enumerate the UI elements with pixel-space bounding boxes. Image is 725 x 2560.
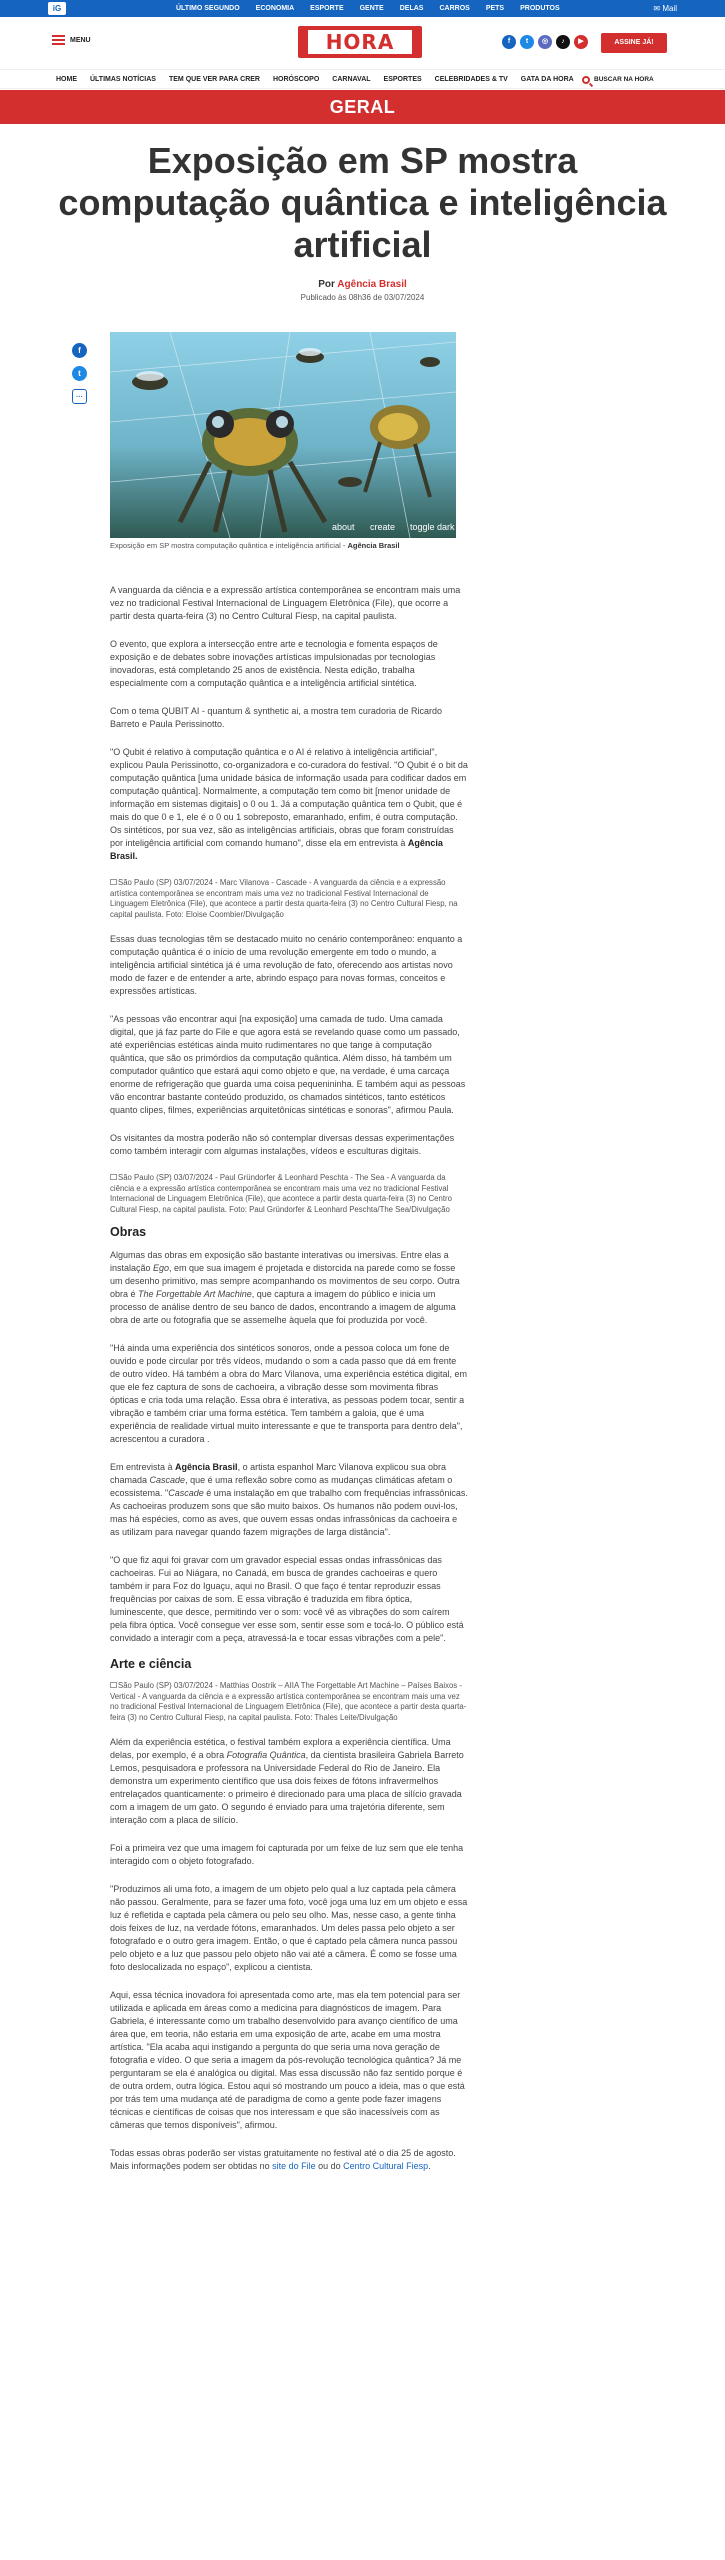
comments-icon[interactable]: ··· — [72, 389, 87, 404]
author-link[interactable]: Agência Brasil — [337, 279, 407, 290]
paragraph: Foi a primeira vez que uma imagem foi capturada por um feixe de luz sem que ele tenha interagido com o objeto fotografado. — [110, 1843, 464, 1866]
main-nav — [0, 69, 725, 89]
paragraph-bold: Agência Brasil. — [110, 838, 443, 861]
paragraph-text: , que captura a imagem do público e inicia um processo de análise dentro de seu banco de dados, encontrando a imagem de alguma obra de arte ou fotografia que se assemelhe àquela que foi produzida por você. — [110, 1289, 456, 1325]
menu-label: MENU — [70, 36, 91, 44]
paragraph-text: , em que sua imagem é projetada e distorcida na parede como se fosse um desenho primitivo, mas sempre acompanhando os movimentos de seu corpo. Outra obra é — [110, 1263, 460, 1299]
byline-prefix: Por — [318, 279, 338, 290]
broken-image-icon — [110, 1174, 117, 1180]
share-facebook-icon[interactable]: f — [72, 343, 87, 358]
image-caption — [110, 878, 468, 920]
hero-image — [110, 332, 456, 538]
image-caption — [110, 1681, 468, 1723]
hero-caption-text: Exposição em SP mostra computação quântica e inteligência artificial - — [110, 541, 348, 550]
paragraph: Aqui, essa técnica inovadora foi apresentada como arte, mas ela tem potencial para ser utilizada e aplicada em áreas como a medicina para diagnósticos de imagem. Para Gabriela, é interessante como um trabalho desenvolvido para avanço científico de uma área que, em teoria, não estaria em uma exposição de arte, acabe em uma mostra artística. "Ela acaba aqui instigando a pergunta do que seria uma nova geração de fotografia e vídeo. O que seria a imagem da pós-revolução tecnológica quântica? Já me perguntaram se ela é analógica ou digital. Mas essa discussão não faz sentido porque é de outra ordem, outra lógica. Estou aqui só mostrando um pouco a ideia, mas o que está por trás tem uma mudança até de paradigma de como a gente pode fazer imagens técnicas e científicas de coisas que nos interessam e que são inacessíveis com as câmeras que temos disponíveis", afirmou. — [110, 1990, 465, 2130]
nav-item-carnaval[interactable]: CARNAVAL — [332, 76, 371, 83]
nav-item-tem-que-ver[interactable]: TEM QUE VER PARA CRER — [168, 76, 260, 83]
tiktok-icon[interactable]: ♪ — [556, 35, 570, 49]
search-icon — [582, 76, 590, 84]
paragraph-em: Cascade — [149, 1475, 186, 1485]
nav-item-horoscopo[interactable]: HORÓSCOPO — [273, 76, 320, 83]
portal-link[interactable]: ECONOMIA — [255, 5, 295, 12]
paragraph-text: Além da experiência estética, o festival também explora a experiência científica. Uma delas, por exemplo, é a obra — [110, 1737, 451, 1760]
mail-link[interactable]: ✉ Mail — [653, 4, 677, 13]
hero-overlay-about: about — [332, 522, 355, 532]
paragraph-text: é uma instalação em que trabalho com frequências infrassônicas. As cachoeiras produzem sons que são muito baixos. Os humanos não podem ouvi-los, mas há espécies, como as aves, que ouvem essas ondas infrassônicas da cachoeira e as utilizam para navegar quando fazem migrações de larga distância". — [110, 1488, 468, 1537]
paragraph: Os visitantes da mostra poderão não só contemplar diversas dessas experimentações como também interagir com algumas instalações, vídeos e esculturas digitais. — [110, 1133, 455, 1156]
paragraph: "O que fiz aqui foi gravar com um gravador especial essas ondas infrassônicas das cachoeiras. Fui ao Niágara, no Canadá, em busca de grandes cachoeiras e quero também ir para Foz do Iguaçu, aqui no Brasil. O que faço é tentar reproduzir essas frequências por caixas de som. E essa vibração é traduzida em fibra óptica, luminescente, que desce, permitindo ver o som: você vê as vibrações do som caírem pela fibra óptica. Você consegue ver esse som, sentir esse som e tocá-lo. O público está convidado a interagir com a peça, atravessá-la e tocar essas vibrações com a pele". — [110, 1555, 464, 1643]
paragraph: "Há ainda uma experiência dos sintéticos sonoros, onde a pessoa coloca um fone de ouvido e pode circular por três vídeos, mudando o som a cada passo que dá em frente de outro vídeo. Há também a obra do Marc Vilanova, uma experiência estética digital, em que ele fez captura de sons de cachoeira, a vibração desse som movimenta fibras ópticas e cria toda uma relação. Essa obra é interativa, as pessoas podem tocar, sentir a vibração e também criar uma forma estética. Tem também a galoia, que é uma experiência de realidade virtual muito interessante e que te transporta para dentro dela", acrescentou a curadora . — [110, 1343, 468, 1444]
paragraph-text: , o artista espanhol Marc Vilanova explicou sua obra chamada — [110, 1462, 447, 1485]
subheading-arte-ciencia: Arte e ciência — [110, 1657, 192, 1671]
broken-image-icon — [110, 879, 117, 885]
nav-item-esportes[interactable]: ESPORTES — [383, 76, 422, 83]
top-bar — [0, 0, 725, 17]
portal-link[interactable]: PETS — [485, 5, 505, 12]
paragraph-text: Em entrevista à — [110, 1462, 176, 1472]
nav-item-home[interactable]: HOME — [56, 76, 77, 83]
image-caption-text: São Paulo (SP) 03/07/2024 - Matthias Oostrik – AIIA The Forgettable Art Machine – Países Baixos - Vertical - A vanguarda da ciência e a expressão artística contemporânea se encontram mais uma vez no tradicional Festival Internacional de Linguagem Eletrônica (File), que acontece a partir desta quarta-feira (3) no Centro Cultural Fiesp, na capital paulista. Foto: Thales Leite/Divulgação — [110, 1681, 467, 1722]
published-date: Publicado às 08h36 de 03/07/2024 — [300, 293, 425, 302]
paragraph: Essas duas tecnologias têm se destacado muito no cenário contemporâneo: enquanto a computação quântica é o início de uma revolução emergente em todo o mundo, a inteligência artificial sintética já é uma revolução de fato, oferecendo aos artistas novo modo de fazer e de entender a arte, abrindo espaço para novas formas, conceitos e expressões artísticas. — [110, 934, 463, 996]
fiesp-link[interactable]: Centro Cultural Fiesp — [343, 2161, 429, 2171]
hamburger-icon — [52, 35, 65, 45]
share-bar — [72, 343, 90, 412]
paragraph-text: . — [428, 2161, 431, 2171]
portal-link[interactable]: ESPORTE — [310, 5, 344, 12]
social-links — [502, 35, 588, 49]
paragraph-bold: Agência Brasil — [175, 1462, 238, 1472]
paragraph-text: "O Qubit é relativo à computação quântica e o AI é relativo à inteligência artificial", explicou Paula Perissinotto, co-organizadora e co-curadora do festival. "O Qubit é o bit da computação quântica [uma unidade básica de informação usada para codificar dados em computação quântica]. Normalmente, a computação tem como bit [menor unidade de informação em sistemas digitais] o 0 ou 1. Já a computação quântica tem o Qubit, que é mais do que 0 e 1, ele é o 0 ou 1 sobreposto, emaranhado, enfim, é outra computação. Os sintéticos, por sua vez, são as inteligências artificiais, obras que foram construídas por inteligência artificial com comando humano", disse ela em entrevista à — [110, 747, 468, 848]
portal-link[interactable]: GENTE — [359, 5, 384, 12]
paragraph — [110, 1736, 468, 1827]
paragraph-text: Algumas das obras em exposição são bastante interativas ou imersivas. Entre elas a instalação — [110, 1250, 449, 1273]
site-logo[interactable] — [298, 26, 422, 58]
paragraph-em: Cascade — [168, 1488, 204, 1498]
article-body — [110, 584, 468, 2188]
hero-illustration — [110, 332, 456, 538]
share-twitter-icon[interactable]: t — [72, 366, 87, 381]
paragraph-em: The Forgettable Art Machine — [138, 1289, 252, 1299]
byline — [0, 279, 725, 290]
mail-label: Mail — [662, 4, 677, 13]
paragraph — [110, 1461, 468, 1539]
section-band[interactable]: GERAL — [0, 90, 725, 124]
paragraph — [110, 2147, 468, 2173]
image-caption-text: São Paulo (SP) 03/07/2024 - Marc Vilanova - Cascade - A vanguarda da ciência e a expressão artística contemporânea se encontram mais uma vez no tradicional Festival Internacional de Linguagem Eletrônica (File), que acontece a partir desta quarta-feira (3) no Centro Cultural Fiesp, na capital paulista. Foto: Eloise Coombier/Divulgação — [110, 878, 458, 919]
portal-link[interactable]: PRODUTOS — [520, 5, 560, 12]
facebook-icon[interactable]: f — [502, 35, 516, 49]
hero-caption — [110, 541, 510, 550]
portal-logo-icon[interactable]: iG — [48, 2, 66, 15]
broken-image-icon — [110, 1682, 117, 1688]
paragraph-text: , que é uma reflexão sobre como as mudanças climáticas afetam o ecossistema. " — [110, 1475, 453, 1498]
youtube-icon[interactable]: ▶ — [574, 35, 588, 49]
image-caption-text: São Paulo (SP) 03/07/2024 - Paul Gründorfer & Leonhard Peschta - The Sea - A vanguarda da ciência e a expressão artística contemporânea se encontram mais uma vez no tradicional Festival Internacional de Linguagem Eletrônica (File), que acontece a partir desta quarta-feira (3) no Centro Cultural Fiesp, na capital paulista. Foto: Paul Gründorfer & Leonhard Peschta/The Sea/Divulgação — [110, 1173, 452, 1214]
search-label: BUSCAR NA HORA — [594, 76, 654, 83]
image-caption — [110, 1173, 468, 1215]
paragraph-text: , da cientista brasileira Gabriela Barreto Lemos, pesquisadora e professora na Universidade Federal do Rio de Janeiro. Ela demonstra um experimento científico que usa dois feixes de fótons infravermelhos entrelaçados quanticamente: o primeiro é direcionado para uma placa de silício gravada com a imagem de um gato. O segundo é enviado para uma trajetória diferente, sem interação com a placa de silício. — [110, 1750, 464, 1825]
paragraph-em: Ego — [153, 1263, 170, 1273]
file-site-link[interactable]: site do File — [272, 2161, 316, 2171]
subheading-obras: Obras — [110, 1225, 147, 1239]
paragraph: A vanguarda da ciência e a expressão artística contemporânea se encontram mais uma vez no tradicional Festival Internacional de Linguagem Eletrônica (File), que ocorre a partir desta quarta-feira (3) no Centro Cultural Fiesp, na capital paulista. — [110, 585, 461, 621]
site-logo-text: HORA — [308, 30, 412, 54]
paragraph-em: Fotografia Quântica — [226, 1750, 306, 1760]
paragraph: O evento, que explora a intersecção entre arte e tecnologia e fomenta espaços de exposição e de debates sobre inovações artísticas impulsionadas por tecnologias inovadoras, está completando 25 anos de existência. Nesta edição, trabalha especialmente com a computação quântica e a inteligência artificial sintética. — [110, 639, 438, 688]
nav-item-gata[interactable]: GATA DA HORA — [520, 76, 574, 83]
portal-links — [176, 0, 560, 17]
instagram-icon[interactable]: ◎ — [538, 35, 552, 49]
portal-link[interactable]: CARROS — [439, 5, 470, 12]
hero-overlay-toggle: toggle dark — [410, 522, 455, 532]
paragraph: Com o tema QUBIT AI - quantum & synthetic ai, a mostra tem curadoria de Ricardo Barreto e Paula Perissinotto. — [110, 706, 442, 729]
paragraph — [110, 746, 468, 863]
paragraph: "As pessoas vão encontrar aqui [na exposição] uma camada de tudo. Uma camada digital, que já faz parte do File e que agora está se revelando quase como um passado, até experiências estéticas ainda muito rudimentares no que tange à computação quântica, que são os primórdios da computação quântica. Além disso, há também um computador quântico que estará aqui como objeto e que, na verdade, é uma carcaça enorme de refrigeração que guarda uma coisa pequenininha. E também aqui as pessoas vão encontrar bastante conteúdo produzido, os chamados sintéticos, tanto estéticos quanto clipes, filmes, experiências arquitetônicas sintéticas e sonoras", afirmou Paula. — [110, 1014, 466, 1115]
paragraph: "Produzimos ali uma foto, a imagem de um objeto pelo qual a luz captada pela câmera não passou. Geralmente, para se fazer uma foto, você joga uma luz em um objeto e essa luz é refletida e captada pela câmera ou pelo seu olho. Mas, nesse caso, a gente tinha dois feixes de luz, na verdade fótons, emaranhados. Um deles passa pelo objeto a ser fotografado e o outro gera imagem. Então, o que é captado pela câmera nunca passou pelo objeto e a luz que passou pelo objeto não vai até a câmera. É como se fosse uma foto deslocalizada no espaço", explicou a cientista. — [110, 1884, 468, 1972]
paragraph-text: Todas essas obras poderão ser vistas gratuitamente no festival até o dia 25 de agosto. Mais informações podem ser obtidas no — [110, 2148, 456, 2171]
portal-link[interactable]: DELAS — [399, 5, 424, 12]
portal-link[interactable]: ÚLTIMO SEGUNDO — [176, 5, 240, 12]
search-button[interactable] — [582, 70, 654, 89]
article-title: Exposição em SP mostra computação quântica e inteligência artificial — [58, 140, 667, 265]
nav-item-celebridades[interactable]: CELEBRIDADES & TV — [434, 76, 508, 83]
paragraph-text: ou do — [315, 2161, 344, 2171]
paragraph — [110, 1249, 468, 1327]
site-header — [0, 17, 725, 67]
menu-button[interactable] — [52, 35, 91, 45]
nav-item-ultimas[interactable]: ÚLTIMAS NOTÍCIAS — [90, 76, 156, 83]
hero-caption-credit: Agência Brasil — [347, 541, 400, 550]
subscribe-button[interactable]: ASSINE JÁ! — [601, 33, 667, 53]
twitter-icon[interactable]: t — [520, 35, 534, 49]
hero-overlay-create: create — [370, 522, 396, 532]
